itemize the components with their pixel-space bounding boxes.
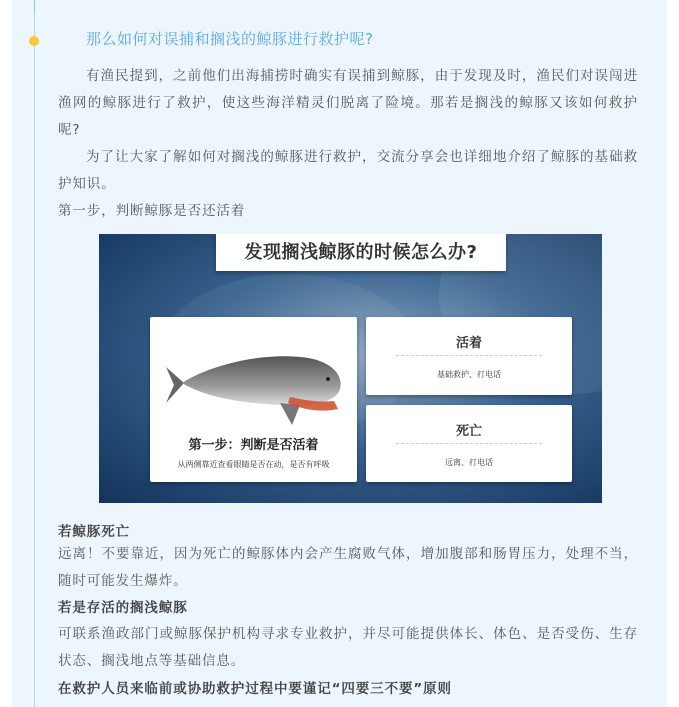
step-hint: 从两侧靠近查看眼睛是否在动，是否有呼吸: [177, 460, 330, 469]
alive-case-body: 可联系渔政部门或鲸豚保护机构寻求专业救护，并尽可能提供体长、体色、是否受伤、生存状态、搁浅地点等基础信息。: [58, 626, 638, 669]
dead-label: 死亡: [455, 424, 482, 439]
divider: [396, 443, 542, 444]
timeline-dot-icon: [29, 36, 39, 46]
section-heading: 那么如何对误捕和搁浅的鲸豚进行救护呢?: [86, 30, 374, 48]
infographic-title: 发现搁浅鲸豚的时候怎么办?: [216, 234, 506, 271]
step-label: 第一步：判断是否活着: [188, 438, 319, 453]
intro-paragraph-2: 为了让大家了解如何对搁浅的鲸豚进行救护，交流分享会也详细地介绍了鲸豚的基础救护知识。: [58, 149, 638, 192]
alive-action: 基础救护、打电话: [437, 370, 501, 379]
dead-case-body: 远离！不要靠近，因为死亡的鲸豚体内会产生腐败气体，增加腹部和肠胃压力，处理不当，随时可能发生爆炸。: [58, 546, 638, 589]
alive-case-title: 若是存活的搁浅鲸豚: [58, 600, 188, 616]
alive-label: 活着: [455, 336, 482, 351]
dead-action: 远离、打电话: [445, 458, 493, 467]
dead-card: [366, 405, 572, 482]
dead-case-title: 若鲸豚死亡: [58, 524, 130, 540]
step-one-line: 第一步，判断鲸豚是否还活着: [58, 203, 246, 219]
intro-paragraph-1: 有渔民提到，之前他们出海捕捞时确实有误捕到鲸豚，由于发现及时，渔民们对误闯进渔网的鲸豚进行了救护，使这些海洋精灵们脱离了险境。那若是搁浅的鲸豚又该如何救护呢?: [58, 68, 638, 138]
dolphin-icon: [160, 339, 350, 429]
timeline-line-top: [34, 0, 35, 14]
alive-card: [366, 317, 572, 395]
timeline-line: [34, 0, 35, 707]
rule-title: 在救护人员来临前或协助救护过程中要谨记“四要三不要”原则: [58, 681, 452, 697]
stranded-dolphin-infographic: [99, 234, 602, 503]
step-card: [150, 317, 357, 482]
divider: [396, 355, 542, 356]
